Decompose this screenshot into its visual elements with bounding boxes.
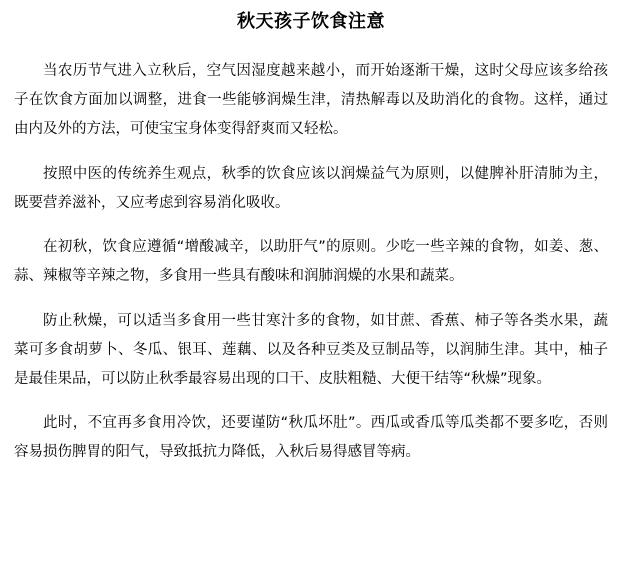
paragraph-avoid-cold-drinks: 此时，不宜再多食用冷饮，还要谨防“秋瓜坏肚”。西瓜或香瓜等瓜类都不要多吃，否则容易损伤脾胃的阳气，导致抵抗力降低，入秋后易得感冒等病。	[14, 415, 608, 460]
article	[14, 6, 608, 483]
paragraph-tcm-principle: 按照中医的传统养生观点，秋季的饮食应该以润燥益气为原则，以健脾补肝清肺为主，既要营养滋补，又应考虑到容易消化吸收。	[14, 165, 608, 211]
paragraph-early-autumn: 在初秋，饮食应遵循“增酸减辛，以助肝气”的原则。少吃一些辛辣的食物，如姜、葱、蒜、辣椒等辛辣之物，多食用一些具有酸味和润肺润燥的水果和蔬菜。	[14, 239, 608, 284]
paragraph-prevent-dryness: 防止秋燥，可以适当多食用一些甘寒汁多的食物，如甘蔗、香蕉、柿子等各类水果，蔬菜可多食胡萝卜、冬瓜、银耳、莲藕、以及各种豆类及豆制品等，以润肺生津。其中，柚子是最佳果品，可以防止秋季最容易出现的口干、皮肤粗糙、大便干结等“秋燥”现象。	[14, 312, 608, 387]
article-title: 秋天孩子饮食注意	[237, 11, 385, 32]
paragraph-autumn-intro: 当农历节气进入立秋后，空气因湿度越来越小，而开始逐渐干燥，这时父母应该多给孩子在饮食方面加以调整，进食一些能够润燥生津，清热解毒以及助消化的食物。这样，通过由内及外的方法，可使宝宝身体变得舒爽而又轻松。	[14, 63, 608, 137]
